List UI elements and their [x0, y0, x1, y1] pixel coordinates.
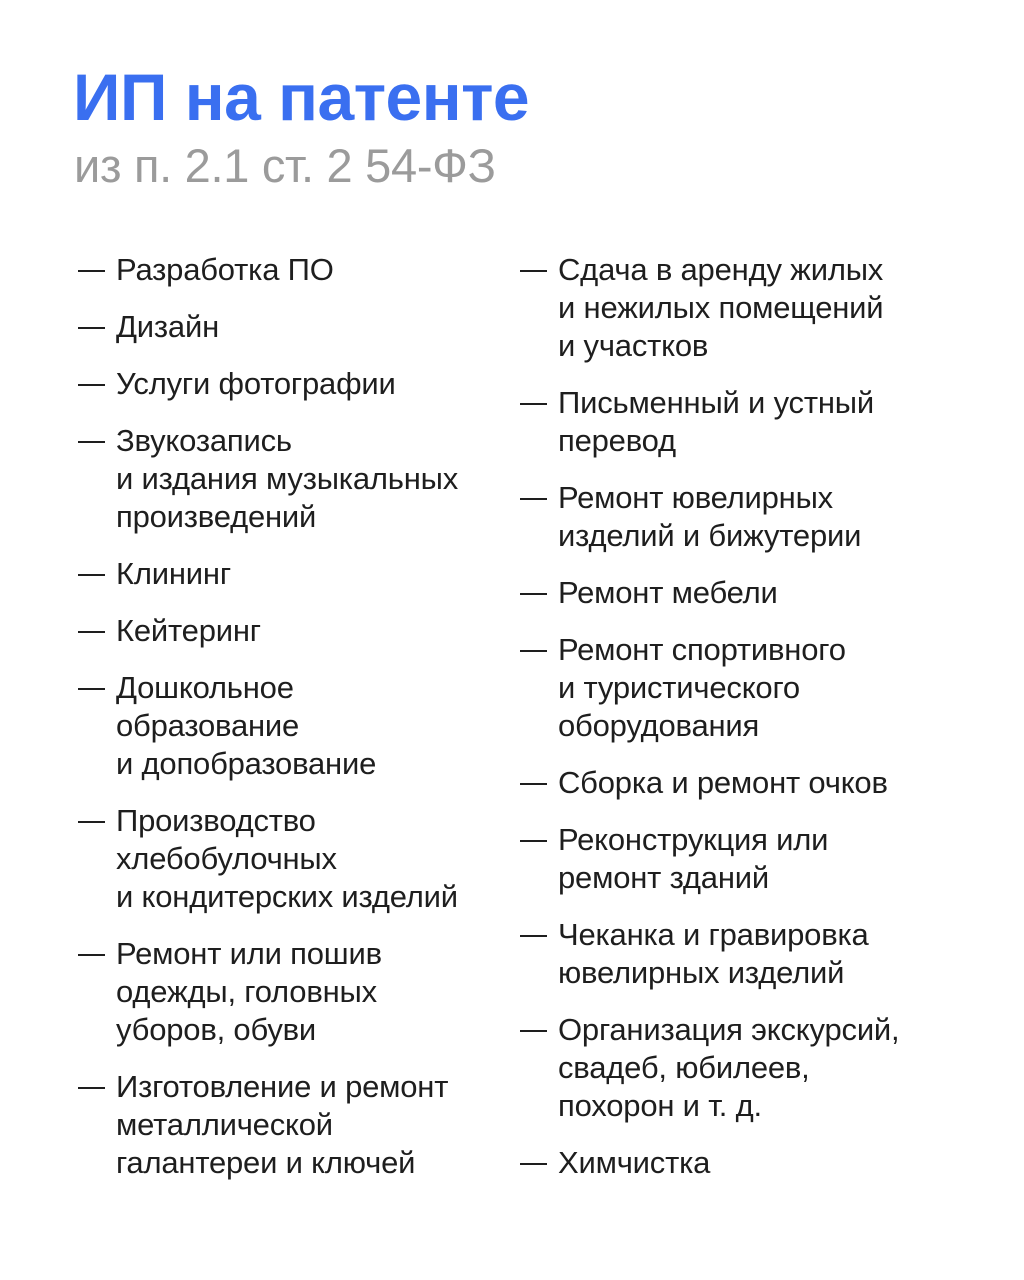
list-item — [520, 1144, 960, 1182]
list-item — [520, 479, 960, 555]
list-item-text: Чеканка и гравировка — [558, 917, 869, 952]
list-item-text: Сборка и ремонт очков — [558, 765, 888, 800]
list-item-text: Организация экскурсий, — [558, 1012, 900, 1047]
list-item-text: Дошкольное — [116, 670, 294, 705]
list-item-text: Ремонт мебели — [558, 575, 778, 610]
list-item-text: Производство — [116, 803, 316, 838]
list-item-text: оборудования — [558, 708, 760, 743]
list-item — [78, 555, 508, 593]
list-item-text: ремонт зданий — [558, 860, 769, 895]
list-item — [78, 308, 508, 346]
list-item-text: и нежилых помещений — [558, 290, 884, 325]
list-item-text: галантереи и ключей — [116, 1145, 416, 1180]
activity-list-left — [78, 251, 508, 1201]
list-item — [520, 821, 960, 897]
list-item-text: Письменный и устный — [558, 385, 874, 420]
list-item-text: Дизайн — [116, 309, 220, 344]
list-item — [78, 669, 508, 783]
list-item-text: Сдача в аренду жилых — [558, 252, 884, 287]
list-item — [78, 935, 508, 1049]
list-item — [78, 365, 508, 403]
list-item-text: и издания музыкальных — [116, 461, 459, 496]
list-item-text: Реконструкция или — [558, 822, 829, 857]
list-item-text: и участков — [558, 328, 709, 363]
list-item — [520, 574, 960, 612]
page-subtitle: из п. 2.1 ст. 2 54-ФЗ — [74, 139, 496, 192]
list-item — [78, 612, 508, 650]
list-item-text: и допобразование — [116, 746, 377, 781]
list-item-text: перевод — [558, 423, 676, 458]
list-item — [520, 764, 960, 802]
list-item-text: металлической — [116, 1107, 333, 1142]
list-item-text: и туристического — [558, 670, 800, 705]
list-item-text: Услуги фотографии — [116, 366, 396, 401]
list-item-text: изделий и бижутерии — [558, 518, 862, 553]
list-item-text: Ремонт ювелирных — [558, 480, 833, 515]
list-item — [78, 1068, 508, 1182]
list-item — [78, 802, 508, 916]
list-item-text: Ремонт спортивного — [558, 632, 846, 667]
list-item-text: ювелирных изделий — [558, 955, 845, 990]
list-item-text: свадеб, юбилеев, — [558, 1050, 810, 1085]
list-item-text: Кейтеринг — [116, 613, 261, 648]
list-item-text: Изготовление и ремонт — [116, 1069, 449, 1104]
activity-list-right — [520, 251, 960, 1201]
list-item — [78, 251, 508, 289]
page-title: ИП на патенте — [73, 60, 530, 134]
list-item-text: Клининг — [116, 556, 231, 591]
list-item-text: Разработка ПО — [116, 252, 334, 287]
list-item-text: хлебобулочных — [116, 841, 337, 876]
list-item — [78, 422, 508, 536]
list-item-text: Ремонт или пошив — [116, 936, 382, 971]
list-item — [520, 384, 960, 460]
list-item — [520, 916, 960, 992]
list-item-text: одежды, головных — [116, 974, 377, 1009]
list-item — [520, 251, 960, 365]
list-item — [520, 631, 960, 745]
list-item-text: уборов, обуви — [116, 1012, 317, 1047]
list-item-text: образование — [116, 708, 300, 743]
list-item-text: и кондитерских изделий — [116, 879, 458, 914]
list-item-text: похорон и т. д. — [558, 1088, 762, 1123]
list-item-text: произведений — [116, 499, 317, 534]
list-item — [520, 1011, 960, 1125]
list-item-text: Химчистка — [558, 1145, 711, 1180]
list-item-text: Звукозапись — [116, 423, 292, 458]
